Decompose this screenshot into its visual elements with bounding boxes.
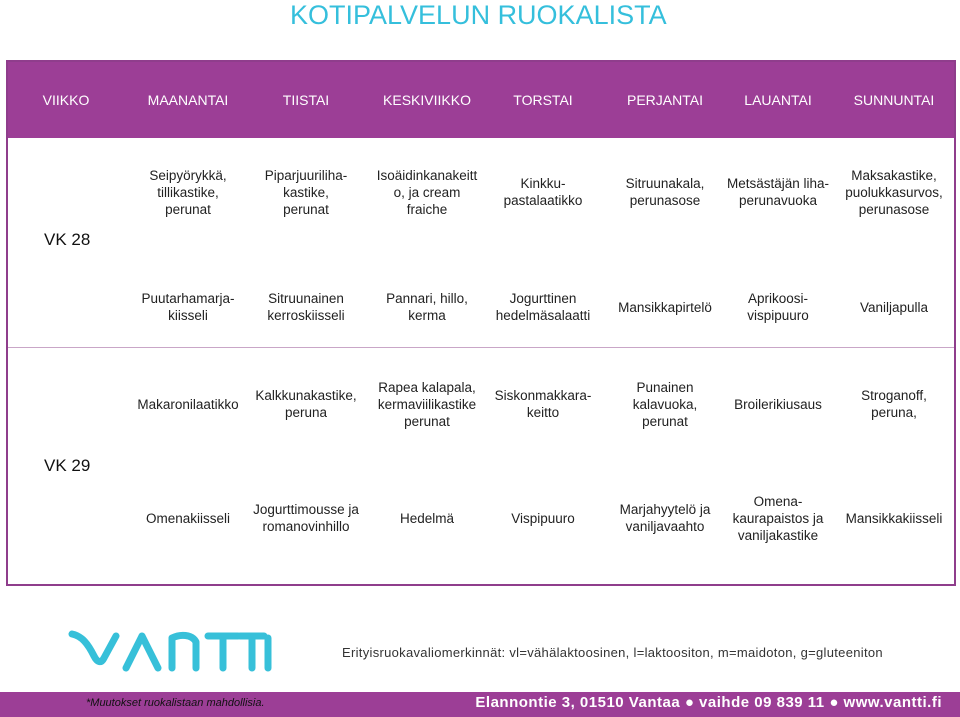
main-course-cell: Rapea kalapala, kermaviilikastike perunat: [377, 379, 477, 429]
main-course-cell: Isoäidinkanakeitt o, ja cream fraiche: [376, 167, 478, 217]
dessert-cell: Mansikkapirtelö: [618, 299, 712, 315]
dessert-cell: Hedelmä: [399, 510, 455, 526]
main-course-cell: Maksakastike, puolukkasurvos, perunasose: [845, 167, 943, 217]
dessert-cell: Vispipuuro: [511, 510, 575, 526]
changes-note: *Muutokset ruokalistaan mahdollisia.: [86, 697, 265, 709]
main-course-cell: Broilerikiusaus: [734, 396, 822, 412]
header-perjantai: PERJANTAI: [627, 92, 703, 108]
diet-legend: Erityisruokavaliomerkinnät: vl=vähälaktoosinen, l=laktoositon, m=maidoton, g=gluteeniton: [342, 645, 883, 660]
menu-table: [6, 60, 956, 586]
main-course-cell: Piparjuuriliha- kastike, perunat: [264, 167, 348, 217]
main-course-cell: Kinkku- pastalaatikko: [503, 176, 583, 208]
dessert-cell: Vaniljapulla: [859, 299, 929, 315]
header-viikko: VIIKKO: [42, 92, 90, 108]
main-course-cell: Stroganoff, peruna,: [861, 388, 927, 420]
dessert-cell: Jogurttimousse ja romanovinhillo: [253, 502, 359, 534]
main-course-cell: Makaronilaatikko: [137, 396, 239, 412]
header-lauantai: LAUANTAI: [744, 92, 812, 108]
dessert-cell: Jogurttinen hedelmäsalaatti: [495, 291, 591, 323]
week-label: VK 29: [44, 456, 91, 475]
dessert-cell: Marjahyytelö ja vaniljavaahto: [619, 502, 711, 534]
dessert-cell: Omenakiisseli: [145, 510, 231, 526]
dessert-cell: Mansikkakiisseli: [845, 510, 943, 526]
main-course-cell: Seipyörykkä, tillikastike, perunat: [149, 167, 227, 217]
dessert-cell: Puutarhamarja- kiisseli: [141, 291, 235, 323]
header-sunnuntai: SUNNUNTAI: [853, 92, 935, 108]
main-course-cell: Punainen kalavuoka, perunat: [632, 379, 698, 429]
main-course-cell: Kalkkunakastike, peruna: [255, 388, 357, 420]
dessert-cell: Omena- kaurapaistos ja vaniljakastike: [732, 493, 824, 543]
dessert-cell: Pannari, hillo, kerma: [386, 291, 468, 323]
header-maanantai: MAANANTAI: [147, 92, 229, 108]
dessert-cell: Aprikoosi- vispipuuro: [747, 291, 809, 323]
main-course-cell: Siskonmakkara- keitto: [494, 388, 592, 420]
table-header: [8, 62, 954, 138]
contact-info: Elannontie 3, 01510 Vantaa ● vaihde 09 839 11 ● www.vantti.fi: [475, 694, 942, 711]
week-divider: [8, 347, 954, 348]
dessert-cell: Sitruunainen kerroskiisseli: [267, 291, 345, 323]
main-course-cell: Sitruunakala, perunasose: [625, 176, 705, 208]
header-keskiviikko: KESKIVIIKKO: [383, 92, 471, 108]
header-torstai: TORSTAI: [513, 92, 573, 108]
page-title: KOTIPALVELUN RUOKALISTA: [290, 0, 667, 30]
footer-bar: [0, 692, 960, 717]
main-course-cell: Metsästäjän liha- perunavuoka: [726, 176, 830, 208]
week-label: VK 28: [44, 230, 91, 249]
vantti-logo: [68, 628, 274, 672]
header-tiistai: TIISTAI: [282, 92, 330, 108]
